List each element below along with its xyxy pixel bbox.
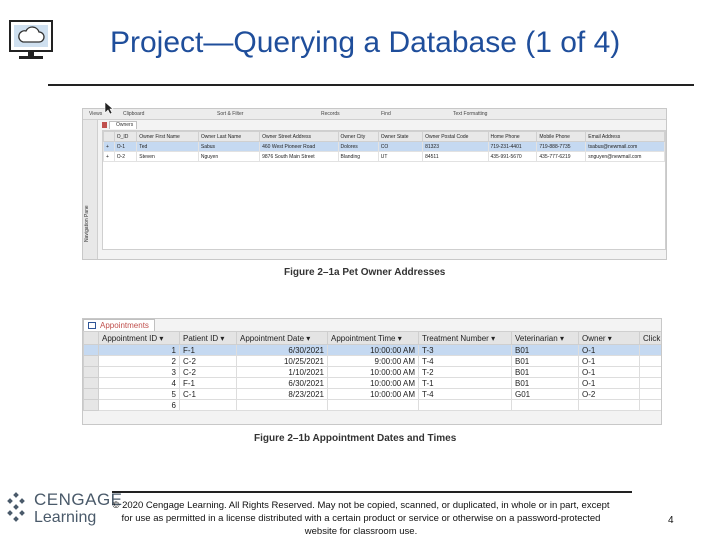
row-selector[interactable] xyxy=(84,345,99,356)
chevron-down-icon[interactable]: ▾ xyxy=(397,333,402,343)
figure-caption-1a: Figure 2–1a Pet Owner Addresses xyxy=(284,267,446,278)
column-header[interactable] xyxy=(419,332,512,345)
table-cell[interactable]: C-2 xyxy=(180,356,237,367)
table-cell[interactable]: 1/10/2021 xyxy=(237,367,328,378)
table-cell[interactable]: G01 xyxy=(512,389,579,400)
column-header-label: Treatment Number xyxy=(422,333,489,343)
column-header[interactable]: Owner State xyxy=(378,132,422,142)
row-selector[interactable]: + xyxy=(104,142,115,152)
table-cell[interactable]: 81323 xyxy=(423,142,488,152)
table-cell[interactable] xyxy=(512,400,579,411)
column-header-label: Appointment Date xyxy=(240,333,305,343)
table-cell[interactable]: 719-888-7735 xyxy=(537,142,586,152)
title-underline xyxy=(48,84,694,86)
table-cell[interactable]: T-2 xyxy=(419,367,512,378)
table-cell[interactable]: B01 xyxy=(512,367,579,378)
table-cell[interactable]: O-1 xyxy=(579,345,640,356)
row-selector[interactable]: + xyxy=(104,152,115,162)
table-cell[interactable]: 10/25/2021 xyxy=(237,356,328,367)
table-cell[interactable]: F-1 xyxy=(180,378,237,389)
column-header[interactable]: Owner Street Address xyxy=(260,132,338,142)
table-icon xyxy=(88,322,96,329)
table-cell[interactable]: 460 West Pioneer Road xyxy=(260,142,338,152)
figure-owner-addresses xyxy=(82,108,667,260)
chevron-down-icon[interactable]: ▾ xyxy=(491,333,496,343)
table-cell[interactable]: 6/30/2021 xyxy=(237,345,328,356)
table-cell[interactable] xyxy=(328,400,419,411)
ribbon-group-sort-filter[interactable]: Sort & Filter xyxy=(217,111,244,117)
table-cell[interactable]: O-1 xyxy=(579,367,640,378)
table-cell[interactable]: 8/23/2021 xyxy=(237,389,328,400)
cloud-monitor-icon xyxy=(8,19,54,61)
table-cell[interactable]: 1 xyxy=(99,345,180,356)
appointments-datasheet xyxy=(83,331,662,411)
table-cell[interactable] xyxy=(640,345,663,356)
column-header-label: Appointment Time xyxy=(331,333,396,343)
table-cell[interactable] xyxy=(579,400,640,411)
table-cell[interactable]: tsabus@newmail.com xyxy=(586,142,665,152)
column-header-label: Appointment ID xyxy=(102,333,158,343)
copyright-notice: © 2020 Cengage Learning. All Rights Reserved. May not be copied, scanned, or duplicated, in whole or in part, except for use as permitted in a license distributed with a certain product or service or otherwise on a password-protected website for classroom use. xyxy=(112,500,610,537)
table-cell[interactable] xyxy=(237,400,328,411)
table-row[interactable] xyxy=(84,367,663,378)
table-cell[interactable]: CO xyxy=(378,142,422,152)
table-cell[interactable]: Dolores xyxy=(338,142,378,152)
table-cell[interactable]: 435-777-6219 xyxy=(537,152,586,162)
owners-datasheet xyxy=(102,130,666,250)
column-header[interactable]: O_ID xyxy=(114,132,137,142)
tab-appointments-label: Appointments xyxy=(100,321,149,330)
column-header[interactable] xyxy=(237,332,328,345)
table-cell[interactable]: 10:00:00 AM xyxy=(328,345,419,356)
logo-text-learning: Learning xyxy=(34,509,97,526)
table-cell[interactable]: F-1 xyxy=(180,345,237,356)
row-selector-header[interactable] xyxy=(104,132,115,142)
table-cell[interactable] xyxy=(640,367,663,378)
row-selector[interactable] xyxy=(84,378,99,389)
table-cell[interactable]: B01 xyxy=(512,345,579,356)
column-header[interactable]: Owner First Name xyxy=(137,132,199,142)
column-header[interactable] xyxy=(579,332,640,345)
table-cell[interactable]: C-2 xyxy=(180,367,237,378)
table-row-new[interactable] xyxy=(84,400,663,411)
table-cell[interactable]: Ted xyxy=(137,142,199,152)
table-cell[interactable] xyxy=(640,356,663,367)
table-cell[interactable]: 2 xyxy=(99,356,180,367)
table-row[interactable] xyxy=(104,142,665,152)
chevron-down-icon[interactable]: ▾ xyxy=(559,333,564,343)
table-cell[interactable]: C-1 xyxy=(180,389,237,400)
column-header[interactable]: Owner City xyxy=(338,132,378,142)
table-cell[interactable]: 3 xyxy=(99,367,180,378)
column-header[interactable] xyxy=(328,332,419,345)
chevron-down-icon[interactable]: ▾ xyxy=(220,333,225,343)
ribbon-group-text-formatting[interactable]: Text Formatting xyxy=(453,111,488,117)
table-cell[interactable]: O-2 xyxy=(579,389,640,400)
column-header[interactable] xyxy=(180,332,237,345)
ribbon xyxy=(83,109,666,120)
table-cell[interactable]: Sabus xyxy=(198,142,259,152)
tab-appointments[interactable] xyxy=(83,319,155,331)
table-cell[interactable] xyxy=(640,389,663,400)
navigation-pane[interactable] xyxy=(83,120,98,259)
cengage-logo xyxy=(6,490,123,530)
table-cell[interactable]: 84511 xyxy=(423,152,488,162)
row-selector[interactable] xyxy=(84,389,99,400)
column-header[interactable]: Owner Last Name xyxy=(198,132,259,142)
table-cell[interactable]: Nguyen xyxy=(198,152,259,162)
table-cell[interactable] xyxy=(419,400,512,411)
column-header-label: Patient ID xyxy=(183,333,219,343)
table-cell[interactable]: 5 xyxy=(99,389,180,400)
chevron-down-icon[interactable]: ▾ xyxy=(159,333,164,343)
tab-owners[interactable]: Owners xyxy=(109,121,137,129)
table-cell[interactable]: 435-991-5670 xyxy=(488,152,537,162)
table-cell[interactable]: 9:00:00 AM xyxy=(328,356,419,367)
table-icon xyxy=(102,122,107,128)
table-cell[interactable]: 9876 South Main Street xyxy=(260,152,338,162)
figure-caption-1b: Figure 2–1b Appointment Dates and Times xyxy=(254,433,457,444)
footer-rule xyxy=(112,491,632,493)
table-cell[interactable]: T-4 xyxy=(419,389,512,400)
table-cell[interactable]: 6/30/2021 xyxy=(237,378,328,389)
table-cell[interactable]: 10:00:00 AM xyxy=(328,367,419,378)
table-cell[interactable]: Steven xyxy=(137,152,199,162)
cengage-logo-icon xyxy=(6,492,30,526)
row-selector-header[interactable] xyxy=(84,332,99,345)
chevron-down-icon[interactable]: ▾ xyxy=(607,333,612,343)
table-cell[interactable]: 10:00:00 AM xyxy=(328,389,419,400)
table-cell[interactable]: 719-231-4401 xyxy=(488,142,537,152)
table-row[interactable] xyxy=(84,356,663,367)
logo-text-cengage: CENGAGE xyxy=(34,490,123,509)
chevron-down-icon[interactable]: ▾ xyxy=(306,333,311,343)
table-cell[interactable]: T-3 xyxy=(419,345,512,356)
table-cell[interactable]: 6 xyxy=(99,400,180,411)
ribbon-group-find[interactable]: Find xyxy=(381,111,391,117)
column-header-label: Owner xyxy=(582,333,606,343)
table-cell[interactable]: B01 xyxy=(512,378,579,389)
row-selector[interactable] xyxy=(84,356,99,367)
table-cell[interactable]: B01 xyxy=(512,356,579,367)
table-row[interactable] xyxy=(104,152,665,162)
table-cell[interactable]: T-1 xyxy=(419,378,512,389)
row-selector[interactable] xyxy=(84,400,99,411)
table-row[interactable] xyxy=(84,389,663,400)
figure-appointments xyxy=(82,318,662,425)
column-header[interactable] xyxy=(512,332,579,345)
ribbon-group-clipboard[interactable]: Clipboard xyxy=(123,111,145,117)
column-header[interactable]: Owner Postal Code xyxy=(423,132,488,142)
column-header-label: Veterinarian xyxy=(515,333,558,343)
column-header[interactable] xyxy=(99,332,180,345)
row-selector[interactable] xyxy=(84,367,99,378)
navigation-pane-label: Navigation Pane xyxy=(84,205,90,242)
ribbon-group-records[interactable]: Records xyxy=(321,111,340,117)
table-cell[interactable]: O-1 xyxy=(579,378,640,389)
table-cell[interactable]: T-4 xyxy=(419,356,512,367)
column-header[interactable]: Home Phone xyxy=(488,132,537,142)
slide-title: Project—Querying a Database (1 of 4) xyxy=(110,26,621,59)
column-header-click-to-add[interactable]: Click xyxy=(640,332,663,345)
table-cell[interactable]: O-1 xyxy=(114,142,137,152)
column-header[interactable]: Mobile Phone xyxy=(537,132,586,142)
table-cell[interactable]: UT xyxy=(378,152,422,162)
table-cell[interactable]: O-2 xyxy=(114,152,137,162)
table-row[interactable] xyxy=(84,345,663,356)
table-cell[interactable]: snguyen@newmail.com xyxy=(586,152,665,162)
table-cell[interactable]: O-1 xyxy=(579,356,640,367)
table-cell[interactable] xyxy=(640,378,663,389)
table-cell[interactable]: 4 xyxy=(99,378,180,389)
table-row[interactable] xyxy=(84,378,663,389)
table-cell[interactable]: 10:00:00 AM xyxy=(328,378,419,389)
ribbon-group-views[interactable]: Views xyxy=(89,111,103,117)
mouse-pointer-icon xyxy=(104,101,114,115)
table-cell[interactable] xyxy=(180,400,237,411)
column-header[interactable]: Email Address xyxy=(586,132,665,142)
table-cell[interactable] xyxy=(640,400,663,411)
page-number: 4 xyxy=(668,515,674,526)
table-cell[interactable]: Blanding xyxy=(338,152,378,162)
